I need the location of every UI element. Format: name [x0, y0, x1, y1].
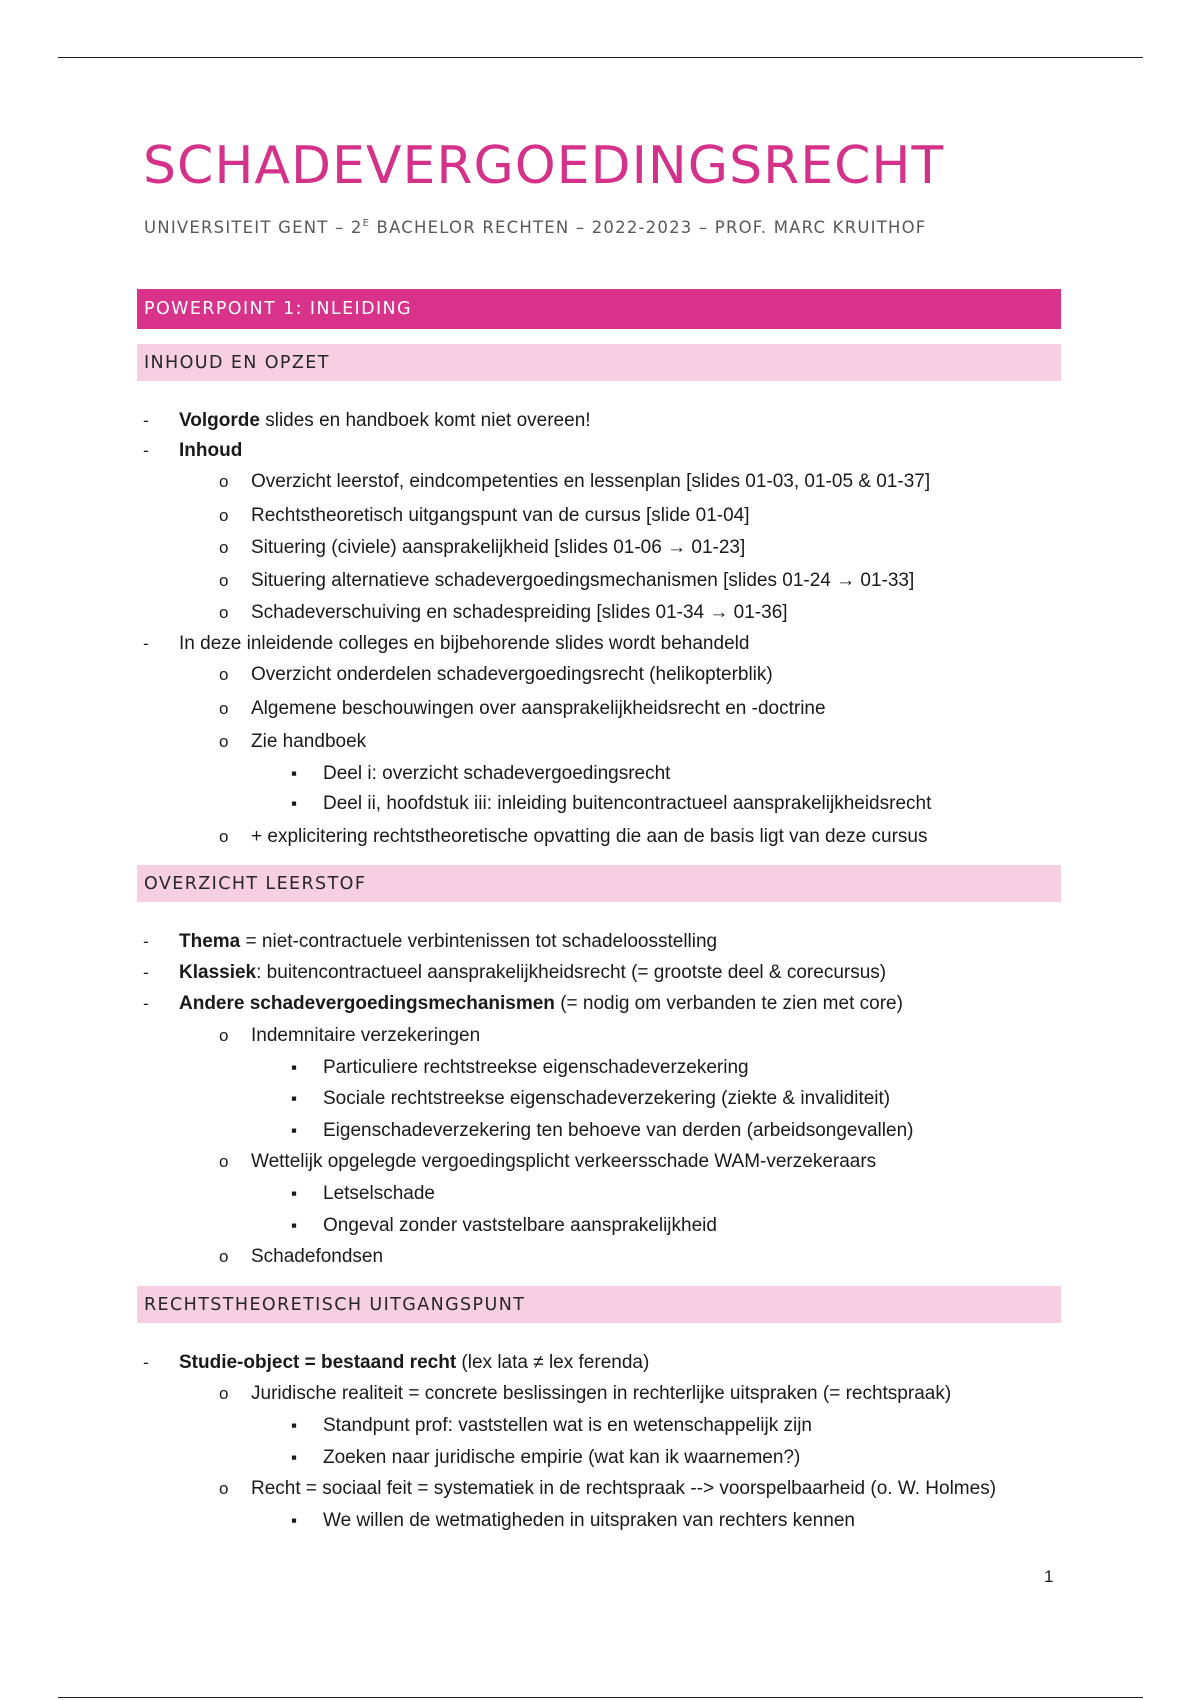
- dash-bullet-icon: -: [143, 932, 149, 951]
- list-item-bold: Inhoud: [179, 440, 243, 461]
- list-item-text: Ongeval zonder vaststelbare aansprakelijkheid: [323, 1215, 717, 1236]
- list-item: [251, 1247, 383, 1266]
- list-item-text: Schadeverschuiving en schadespreiding [slides 01-34 → 01-36]: [251, 602, 788, 623]
- list-item: [251, 603, 788, 622]
- circle-bullet-icon: o: [219, 665, 229, 684]
- circle-bullet-icon: o: [219, 699, 229, 718]
- list-item-text: Overzicht onderdelen schadevergoedingsrecht (helikopterblik): [251, 664, 773, 685]
- list-item: [179, 411, 591, 430]
- list-item: [323, 764, 670, 783]
- list-item-text: Rechtstheoretisch uitgangspunt van de cursus [slide 01-04]: [251, 505, 750, 526]
- list-item-text: Deel ii, hoofdstuk iii: inleiding buitencontractueel aansprakelijkheidsrecht: [323, 793, 932, 814]
- section-heading-rechtstheoretisch: [137, 1286, 1061, 1323]
- list-item: [323, 1184, 435, 1203]
- list-item-text: Deel i: overzicht schadevergoedingsrecht: [323, 763, 671, 784]
- list-item: [251, 1152, 876, 1171]
- square-bullet-icon: ▪: [291, 1184, 298, 1203]
- circle-bullet-icon: o: [219, 603, 229, 622]
- list-item-text: Indemnitaire verzekeringen: [251, 1025, 481, 1046]
- list-item-text: Wettelijk opgelegde vergoedingsplicht verkeersschade WAM-verzekeraars: [251, 1151, 877, 1172]
- dash-bullet-icon: -: [143, 634, 149, 653]
- list-item-text: Algemene beschouwingen over aansprakelijkheidsrecht en -doctrine: [251, 698, 826, 719]
- list-item-text: Situering alternatieve schadevergoedingsmechanismen [slides 01-24 → 01-33]: [251, 570, 915, 591]
- square-bullet-icon: ▪: [291, 1416, 298, 1435]
- list-item: [323, 794, 931, 813]
- section-heading-text: RECHTSTHEORETISCH UITGANGSPUNT: [144, 1294, 526, 1315]
- page-number: 1: [1044, 1567, 1054, 1586]
- square-bullet-icon: ▪: [291, 1089, 298, 1108]
- list-item-text: Zoeken naar juridische empirie (wat kan ik waarnemen?): [323, 1447, 801, 1468]
- list-item: [323, 1121, 913, 1140]
- footer-rule: [58, 1697, 1143, 1698]
- list-item: [323, 1511, 855, 1530]
- list-item: [251, 1384, 951, 1403]
- list-item-text: Eigenschadeverzekering ten behoeve van derden (arbeidsongevallen): [323, 1120, 914, 1141]
- list-item: [251, 665, 773, 684]
- list-item: [251, 1479, 996, 1498]
- square-bullet-icon: ▪: [291, 1058, 298, 1077]
- section-heading-overzicht: [137, 865, 1061, 902]
- square-bullet-icon: ▪: [291, 1121, 298, 1140]
- list-item: [323, 1416, 812, 1435]
- circle-bullet-icon: o: [219, 571, 229, 590]
- list-item-text: Zie handboek: [251, 731, 367, 752]
- list-item-text: In deze inleidende colleges en bijbehorende slides wordt behandeld: [179, 633, 750, 654]
- list-item: [323, 1448, 800, 1467]
- list-item-text: : buitencontractueel aansprakelijkheidsrecht (= grootste deel & corecursus): [256, 962, 887, 983]
- list-item-text: Situering (civiele) aansprakelijkheid [slides 01-06 → 01-23]: [251, 537, 746, 558]
- list-item-text: We willen de wetmatigheden in uitspraken van rechters kennen: [323, 1510, 855, 1531]
- list-item: [323, 1216, 717, 1235]
- square-bullet-icon: ▪: [291, 1511, 298, 1530]
- header-rule: [58, 57, 1143, 58]
- list-item: [323, 1058, 749, 1077]
- section-heading-inhoud: [137, 344, 1061, 381]
- section-heading-text: INHOUD EN OPZET: [144, 352, 330, 373]
- list-item: [251, 732, 366, 751]
- list-item-text: + explicitering rechtstheoretische opvatting die aan de basis ligt van deze cursus: [251, 826, 928, 847]
- list-item: [251, 699, 826, 718]
- circle-bullet-icon: o: [219, 472, 229, 491]
- list-item-text: Recht = sociaal feit = systematiek in de rechtspraak --> voorspelbaarheid (o. W. Holmes): [251, 1478, 997, 1499]
- square-bullet-icon: ▪: [291, 1216, 298, 1235]
- list-item: [179, 1353, 649, 1372]
- dash-bullet-icon: -: [143, 994, 149, 1013]
- circle-bullet-icon: o: [219, 827, 229, 846]
- list-item-text: Letselschade: [323, 1183, 435, 1204]
- list-item-bold: Volgorde: [179, 410, 260, 431]
- list-item-text: slides en handboek komt niet overeen!: [259, 410, 591, 431]
- list-item: [251, 506, 750, 525]
- circle-bullet-icon: o: [219, 506, 229, 525]
- circle-bullet-icon: o: [219, 732, 229, 751]
- square-bullet-icon: ▪: [291, 794, 298, 813]
- list-item-bold: Studie-object = bestaand recht: [179, 1352, 457, 1373]
- list-item: [179, 932, 717, 951]
- list-item-text: Sociale rechtstreekse eigenschadeverzekering (ziekte & invaliditeit): [323, 1088, 891, 1109]
- square-bullet-icon: ▪: [291, 764, 298, 783]
- circle-bullet-icon: o: [219, 1152, 229, 1171]
- list-item-text: (= nodig om verbanden te zien met core): [554, 993, 903, 1014]
- circle-bullet-icon: o: [219, 1026, 229, 1045]
- list-item-bold: Thema: [179, 931, 241, 952]
- list-item: [251, 1026, 480, 1045]
- dash-bullet-icon: -: [143, 441, 149, 460]
- dash-bullet-icon: -: [143, 1353, 149, 1372]
- list-item-bold: Andere schadevergoedingsmechanismen: [179, 993, 555, 1014]
- list-item: [179, 441, 242, 460]
- list-item: [179, 963, 886, 982]
- list-item: [323, 1089, 890, 1108]
- document-title: SCHADEVERGOEDINGSRECHT: [143, 136, 945, 196]
- list-item-text: Juridische realiteit = concrete beslissingen in rechterlijke uitspraken (= rechtspraak): [251, 1383, 952, 1404]
- chapter-heading-text: POWERPOINT 1: INLEIDING: [144, 299, 412, 319]
- list-item: [251, 571, 914, 590]
- document-subtitle: UNIVERSITEIT GENT – $2^E$ BACHELOR RECHTEN – 2022-2023 – PROF. MARC KRUITHOF: [144, 218, 927, 237]
- list-item: [251, 827, 927, 846]
- list-item-text: Particuliere rechtstreekse eigenschadeverzekering: [323, 1057, 749, 1078]
- list-item: [251, 538, 745, 557]
- list-item-text: Standpunt prof: vaststellen wat is en wetenschappelijk zijn: [323, 1415, 812, 1436]
- list-item-text: Overzicht leerstof, eindcompetenties en lessenplan [slides 01-03, 01-05 & 01-37]: [251, 471, 931, 492]
- chapter-heading: [137, 289, 1061, 329]
- list-item: [251, 472, 930, 491]
- circle-bullet-icon: o: [219, 1384, 229, 1403]
- list-item: [179, 634, 749, 653]
- circle-bullet-icon: o: [219, 538, 229, 557]
- section-heading-text: OVERZICHT LEERSTOF: [144, 873, 367, 894]
- list-item-text: = niet-contractuele verbintenissen tot schadeloosstelling: [240, 931, 718, 952]
- list-item-bold: Klassiek: [179, 962, 257, 983]
- list-item: [179, 994, 903, 1013]
- list-item-text: Schadefondsen: [251, 1246, 384, 1267]
- square-bullet-icon: ▪: [291, 1448, 298, 1467]
- dash-bullet-icon: -: [143, 411, 149, 430]
- dash-bullet-icon: -: [143, 963, 149, 982]
- circle-bullet-icon: o: [219, 1247, 229, 1266]
- list-item-text: (lex lata ≠ lex ferenda): [456, 1352, 650, 1373]
- circle-bullet-icon: o: [219, 1479, 229, 1498]
